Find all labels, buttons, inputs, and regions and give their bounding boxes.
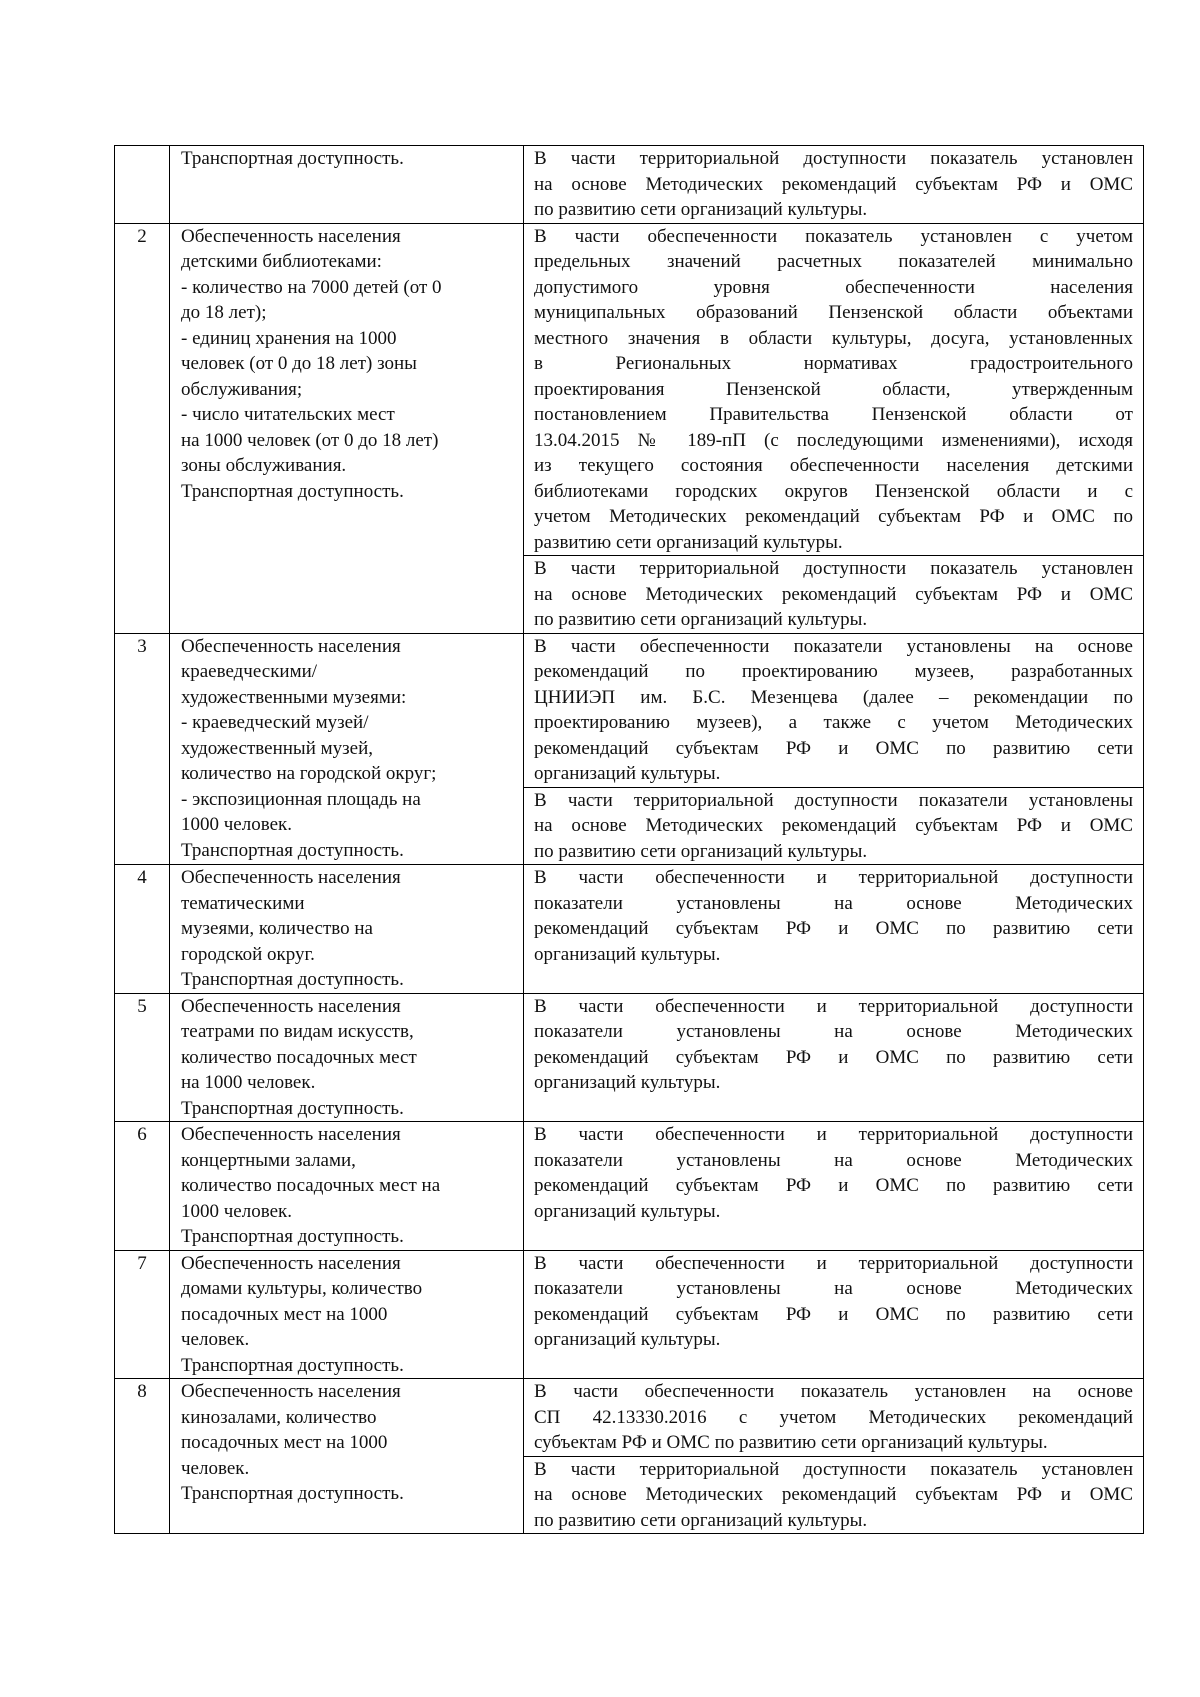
justification-line: предельных значений расчетных показателей минимально [534, 251, 1133, 272]
justification-line: рекомендаций субъектам РФ и ОМС по развитию сети [534, 737, 1133, 759]
indicator-line: 1000 человек. [181, 814, 292, 835]
indicator-line: Обеспеченность населения [181, 867, 401, 888]
indicator-line: художественными музеями: [181, 686, 407, 708]
indicator-cell [170, 1379, 524, 1534]
justification-paragraph [524, 1456, 1143, 1534]
row-number: 2 [115, 223, 170, 633]
justification-line: на основе Методических рекомендаций субъектам РФ и ОМС [534, 173, 1133, 195]
justification-line: организаций культуры. [534, 943, 721, 965]
justification-line: В части обеспеченности и территориальной доступности [534, 995, 1133, 1017]
indicator-line: зоны обслуживания. [181, 455, 347, 476]
justification-line: по развитию сети организаций культуры. [534, 609, 868, 630]
justification-line: В части территориальной доступности показатель установлен [534, 1458, 1133, 1480]
justification-line: В части обеспеченности и территориальной доступности [534, 867, 1133, 888]
indicator-line: Обеспеченность населения [181, 635, 401, 657]
justification-line: СП 42.13330.2016 с учетом Методических рекомендаций [534, 1406, 1133, 1428]
row-number: 6 [115, 1122, 170, 1251]
justification-line: организаций культуры. [534, 1200, 721, 1222]
justification-line: В части территориальной доступности показатели установлены [534, 789, 1133, 811]
justification-line: показатели установлены на основе Методических [534, 1021, 1133, 1042]
indicator-cell [170, 633, 524, 865]
indicator-line: Обеспеченность населения [181, 1124, 401, 1145]
justification-line: показатели установлены на основе Методических [534, 1149, 1133, 1171]
justification-cell [524, 865, 1144, 994]
justification-line: развитию сети организаций культуры. [534, 531, 843, 553]
justification-cell [524, 1250, 1144, 1379]
justification-line: проектирования Пензенской области, утвержденным [534, 378, 1133, 400]
justification-line: В части обеспеченности и территориальной доступности [534, 1124, 1133, 1145]
row-number: 4 [115, 865, 170, 994]
justification-line: В части обеспеченности и территориальной доступности [534, 1252, 1133, 1274]
justification-line: организаций культуры. [534, 1329, 721, 1350]
indicator-line: человек (от 0 до 18 лет) зоны [181, 353, 417, 374]
indicator-line: Транспортная доступность. [181, 839, 404, 861]
justification-line: рекомендаций субъектам РФ и ОМС по развитию сети [534, 918, 1133, 939]
table-row [115, 223, 1144, 633]
justification-line: по развитию сети организаций культуры. [534, 1509, 868, 1531]
justification-line: В части обеспеченности показатель установлен с учетом [534, 225, 1133, 247]
indicator-line: до 18 лет); [181, 302, 267, 323]
justification-line: В части обеспеченности показатель установлен на основе [534, 1381, 1133, 1402]
indicator-line: Обеспеченность населения [181, 225, 401, 247]
justification-line: по развитию сети организаций культуры. [534, 199, 868, 220]
table-row [115, 1379, 1144, 1534]
justification-line: В части территориальной доступности показатель установлен [534, 148, 1133, 169]
indicator-line: детскими библиотеками: [181, 251, 382, 272]
indicators-table [114, 145, 1144, 1534]
justification-line: на основе Методических рекомендаций субъектам РФ и ОМС [534, 583, 1133, 605]
table-row [115, 865, 1144, 994]
justification-line: субъектам РФ и ОМС по развитию сети организаций культуры. [534, 1432, 1048, 1453]
row-number: 7 [115, 1250, 170, 1379]
justification-line: в Региональных нормативах градостроительного [534, 353, 1133, 374]
justification-line: на основе Методических рекомендаций субъектам РФ и ОМС [534, 815, 1133, 836]
justification-line: постановлением Правительства Пензенской области от [534, 404, 1133, 425]
indicator-line: человек. [181, 1457, 250, 1479]
indicator-line: театрами по видам искусств, [181, 1021, 414, 1042]
row-number: 5 [115, 993, 170, 1122]
indicator-line: Транспортная доступность. [181, 480, 404, 502]
justification-line: местного значения в области культуры, досуга, установленных [534, 327, 1133, 349]
indicator-line: концертными залами, [181, 1149, 356, 1171]
indicator-line: Обеспеченность населения [181, 1381, 401, 1402]
indicator-line: - краеведческий музей/ [181, 712, 369, 733]
table-row [115, 993, 1144, 1122]
justification-line: В части территориальной доступности показатель установлен [534, 558, 1133, 579]
indicator-cell [170, 1250, 524, 1379]
justification-paragraph [524, 634, 1143, 787]
justification-line: на основе Методических рекомендаций субъектам РФ и ОМС [534, 1484, 1133, 1505]
justification-paragraph [524, 1251, 1143, 1353]
indicator-line: Обеспеченность населения [181, 995, 401, 1017]
justification-paragraph [524, 787, 1143, 865]
justification-cell [524, 1122, 1144, 1251]
justification-line: ЦНИИЭП им. Б.С. Мезенцева (далее – рекомендации по [534, 686, 1133, 708]
row-number [115, 146, 170, 224]
indicator-cell [170, 223, 524, 633]
indicator-line: Транспортная доступность. [181, 1226, 404, 1247]
table-row [115, 633, 1144, 865]
indicator-line: количество посадочных мест [181, 1046, 417, 1068]
justification-paragraph [524, 555, 1143, 633]
justification-line: рекомендаций по проектированию музеев, разработанных [534, 661, 1133, 682]
justification-line: муниципальных образований Пензенской области объектами [534, 302, 1133, 323]
table-row [115, 1250, 1144, 1379]
indicators-table-body [115, 146, 1144, 1534]
justification-paragraph [524, 146, 1143, 223]
justification-line: рекомендаций субъектам РФ и ОМС по развитию сети [534, 1046, 1133, 1068]
row-number: 3 [115, 633, 170, 865]
indicator-line: человек. [181, 1329, 250, 1350]
indicator-line: - единиц хранения на 1000 [181, 327, 397, 349]
indicator-cell [170, 993, 524, 1122]
indicator-line: Транспортная доступность. [181, 969, 404, 990]
indicator-cell [170, 865, 524, 994]
justification-cell [524, 223, 1144, 633]
indicator-line: городской округ. [181, 943, 315, 965]
indicator-line: Транспортная доступность. [181, 1483, 404, 1504]
justification-cell [524, 993, 1144, 1122]
justification-paragraph [524, 1379, 1143, 1456]
justification-paragraph [524, 224, 1143, 556]
indicator-line: кинозалами, количество [181, 1406, 377, 1428]
justification-line: 13.04.2015 № 189-пП (с последующими изменениями), исходя [534, 429, 1133, 451]
justification-paragraph [524, 865, 1143, 967]
indicator-line: Транспортная доступность. [181, 1097, 404, 1119]
indicator-line: Транспортная доступность. [181, 148, 404, 169]
indicator-line: домами культуры, количество [181, 1278, 423, 1299]
justification-line: В части обеспеченности показатели установлены на основе [534, 635, 1133, 657]
justification-cell [524, 1379, 1144, 1534]
indicator-line: тематическими [181, 892, 305, 914]
justification-line: допустимого уровня обеспеченности населения [534, 276, 1133, 298]
table-row [115, 146, 1144, 224]
justification-line: организаций культуры. [534, 1072, 721, 1093]
justification-cell [524, 633, 1144, 865]
justification-line: рекомендаций субъектам РФ и ОМС по развитию сети [534, 1175, 1133, 1196]
justification-line: рекомендаций субъектам РФ и ОМС по развитию сети [534, 1303, 1133, 1325]
indicator-line: посадочных мест на 1000 [181, 1432, 388, 1453]
indicator-line: 1000 человек. [181, 1200, 292, 1222]
indicator-cell [170, 146, 524, 224]
indicator-line: краеведческими/ [181, 661, 318, 682]
justification-line: из текущего состояния обеспеченности населения детскими [534, 455, 1133, 476]
indicator-line: Обеспеченность населения [181, 1252, 401, 1274]
justification-line: по развитию сети организаций культуры. [534, 840, 868, 862]
table-row [115, 1122, 1144, 1251]
indicator-line: - экспозиционная площадь на [181, 788, 421, 810]
justification-line: проектированию музеев), а также с учетом Методических [534, 712, 1133, 733]
indicator-line: Транспортная доступность. [181, 1354, 404, 1376]
row-number: 8 [115, 1379, 170, 1534]
justification-line: организаций культуры. [534, 763, 721, 784]
justification-paragraph [524, 994, 1143, 1096]
justification-paragraph [524, 1122, 1143, 1224]
justification-line: показатели установлены на основе Методических [534, 1278, 1133, 1299]
indicator-line: художественный музей, [181, 737, 373, 759]
indicator-line: на 1000 человек. [181, 1072, 316, 1093]
justification-line: показатели установлены на основе Методических [534, 892, 1133, 914]
indicator-line: посадочных мест на 1000 [181, 1303, 388, 1325]
indicator-line: количество посадочных мест на [181, 1175, 441, 1196]
indicator-line: обслуживания; [181, 378, 303, 400]
justification-line: библиотеками городских округов Пензенской области и с [534, 480, 1133, 502]
indicator-line: на 1000 человек (от 0 до 18 лет) [181, 429, 439, 451]
justification-cell [524, 146, 1144, 224]
justification-line: учетом Методических рекомендаций субъектам РФ и ОМС по [534, 506, 1133, 527]
indicator-line: - количество на 7000 детей (от 0 [181, 276, 442, 298]
indicator-line: музеями, количество на [181, 918, 373, 939]
indicator-line: - число читательских мест [181, 404, 395, 425]
indicator-cell [170, 1122, 524, 1251]
indicator-line: количество на городской округ; [181, 763, 437, 784]
